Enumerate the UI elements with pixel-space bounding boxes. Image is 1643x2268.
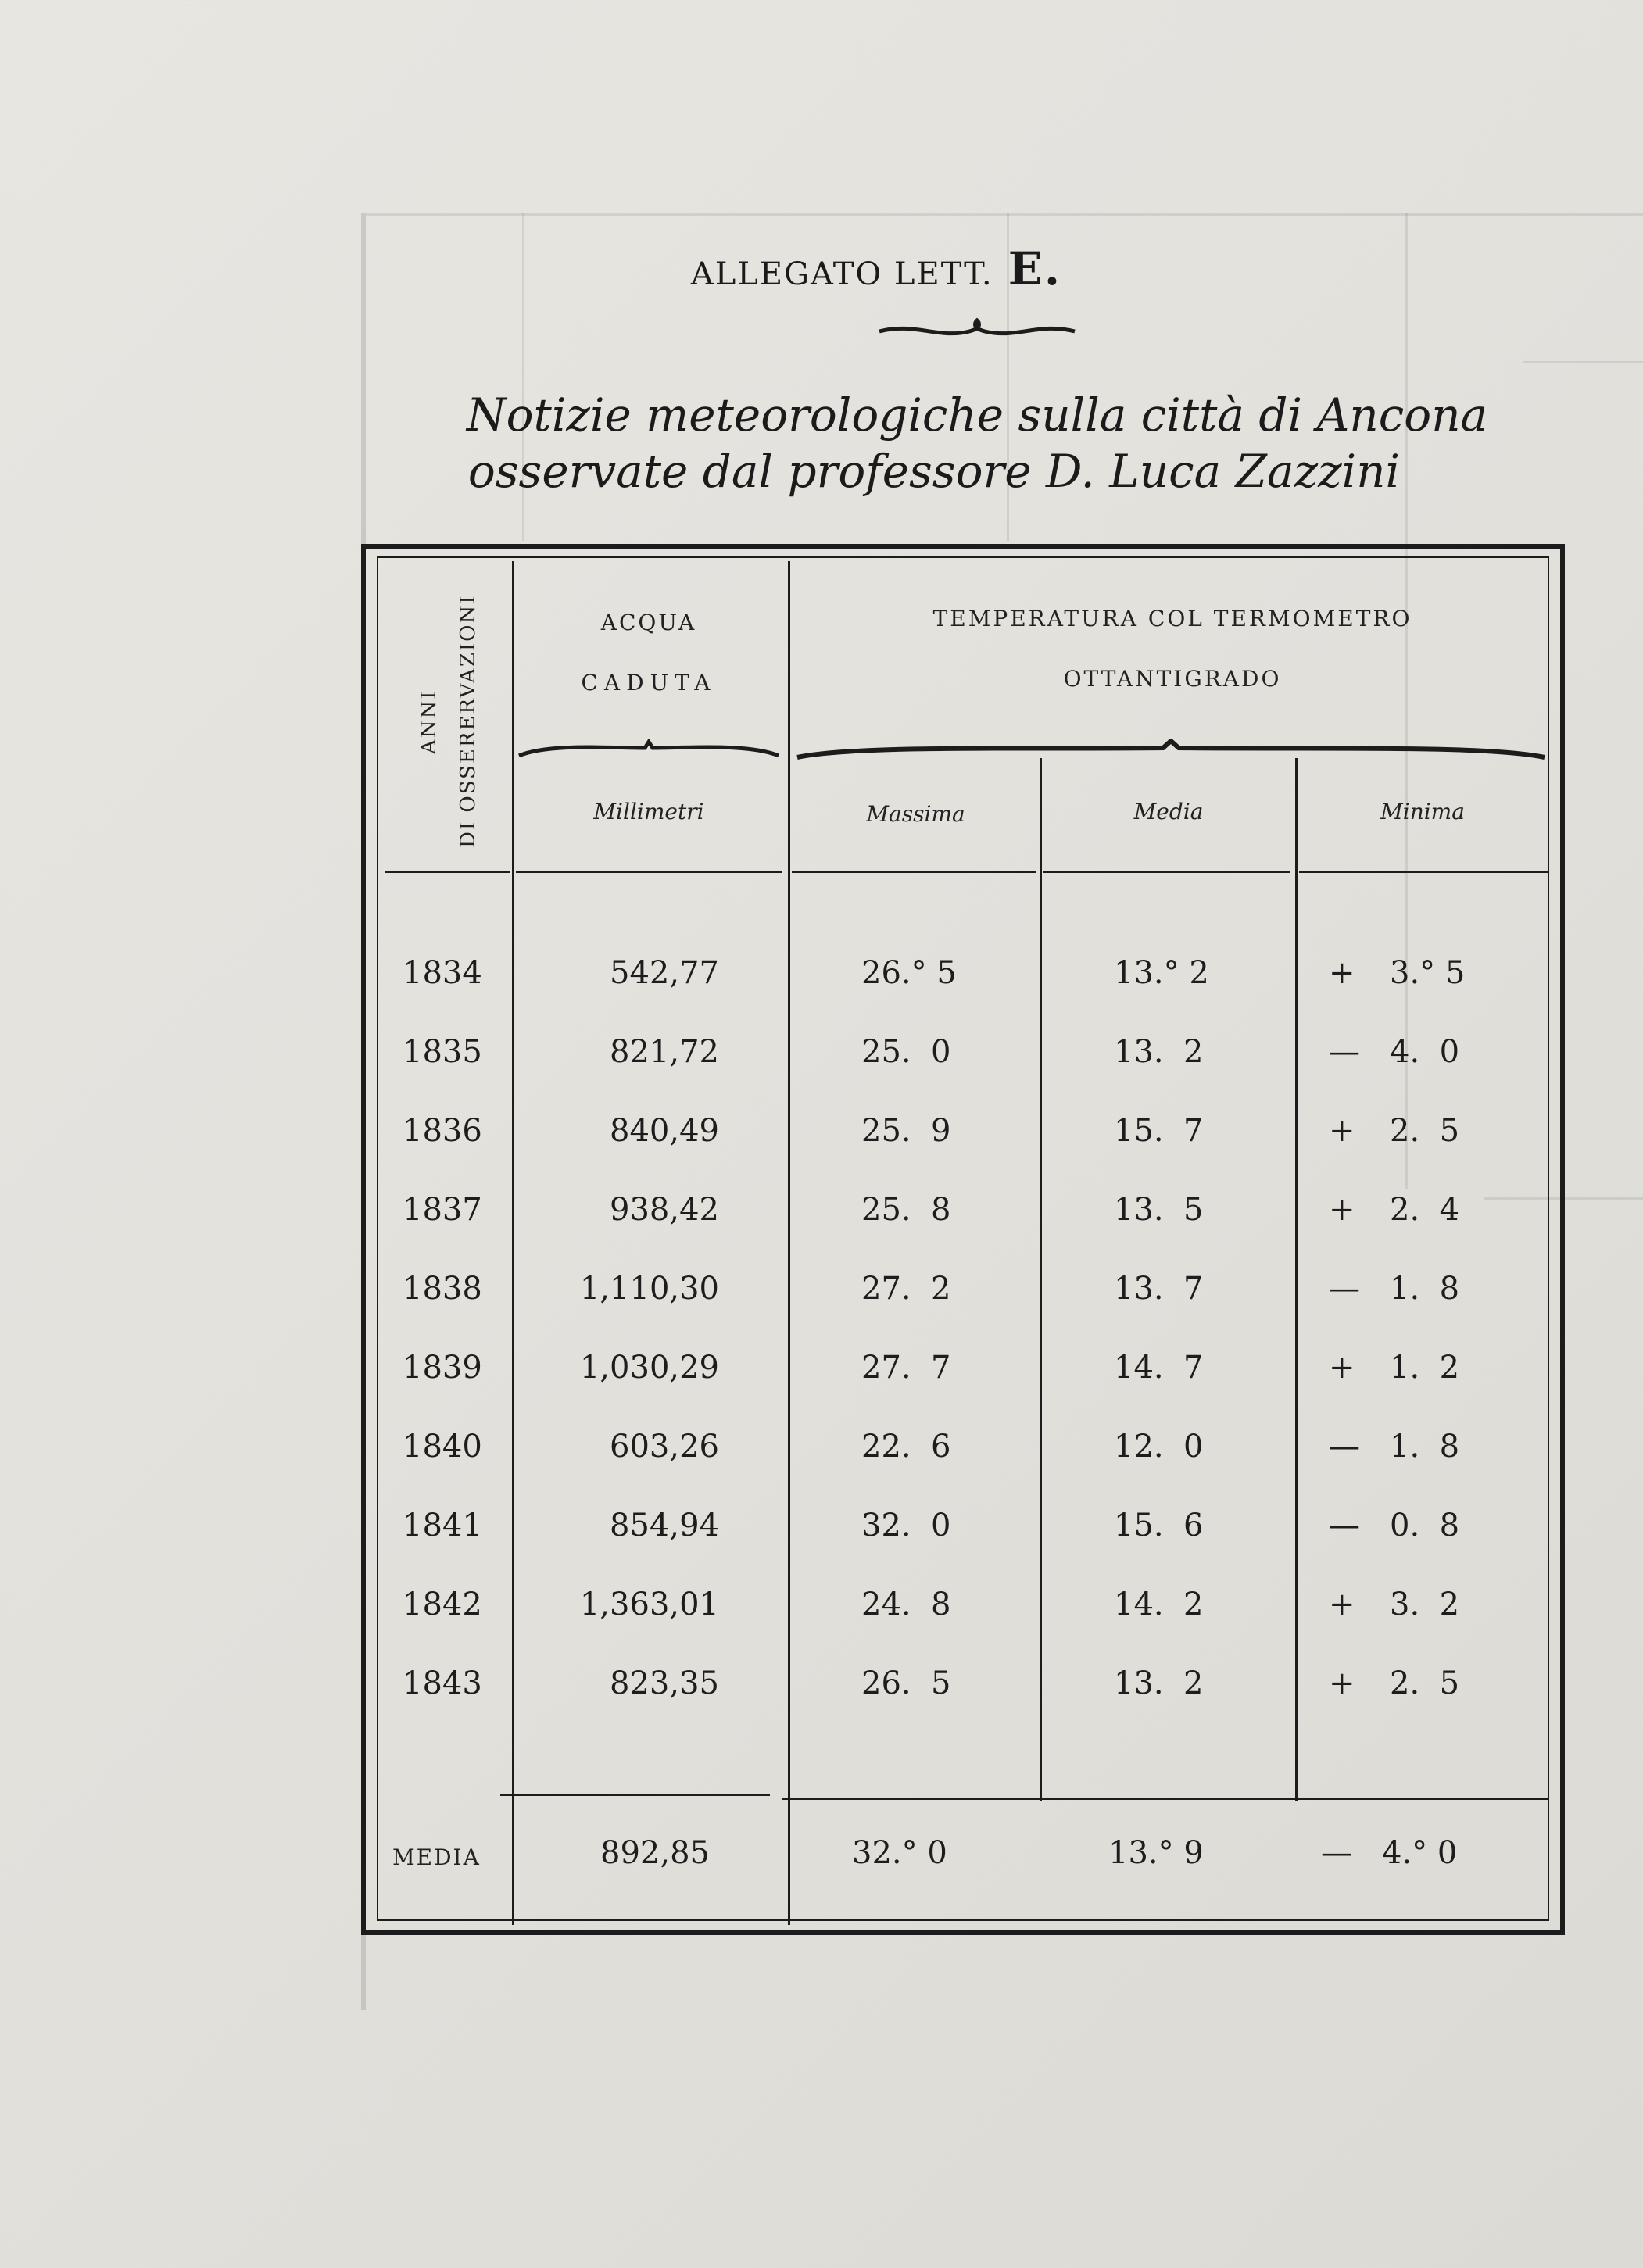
- acqua-cell: 1,363,01: [579, 1587, 719, 1622]
- minima-sign: +: [1329, 1665, 1355, 1701]
- massima-cell: 27. 2: [861, 1271, 951, 1307]
- massima-cell: 32. 0: [861, 1508, 951, 1544]
- media-cell: 12. 0: [1114, 1429, 1204, 1465]
- minima-cell: 2. 5: [1390, 1113, 1460, 1149]
- massima-cell: 26.° 5: [861, 955, 957, 991]
- acqua-brace: [517, 739, 780, 762]
- minima-sign: +: [1329, 1192, 1355, 1228]
- acqua-cell: 821,72: [610, 1034, 719, 1070]
- acqua-cell: 823,35: [610, 1665, 719, 1701]
- allegato-letter: E.: [1008, 242, 1062, 295]
- massima-cell: 27. 7: [861, 1350, 951, 1386]
- minima-cell: 2. 4: [1390, 1192, 1460, 1228]
- massima-cell: 25. 8: [861, 1192, 951, 1228]
- massima-cell: 24. 8: [861, 1587, 951, 1622]
- media-subheader: Media: [1133, 799, 1204, 825]
- header-bottom-rule-massima: [792, 871, 1036, 873]
- year-cell: 1843: [403, 1665, 482, 1701]
- media-cell: 13. 5: [1114, 1192, 1204, 1228]
- minima-sign: —: [1329, 1034, 1360, 1070]
- acqua-cell: 1,030,29: [579, 1350, 719, 1386]
- minima-subheader: Minima: [1380, 799, 1465, 825]
- acqua-header-line1: ACQUA: [600, 610, 697, 635]
- year-cell: 1839: [403, 1350, 482, 1386]
- document-title: [438, 387, 1516, 499]
- minima-sign: +: [1329, 1587, 1355, 1622]
- acqua-cell: 840,49: [610, 1113, 719, 1149]
- media-cell: 14. 2: [1114, 1587, 1204, 1622]
- minima-cell: 4. 0: [1390, 1034, 1460, 1070]
- title-line-1: Notizie meteorologiche sulla città di Ancona: [466, 388, 1488, 442]
- year-cell: 1836: [403, 1113, 482, 1149]
- media-row-minima: 4.° 0: [1382, 1835, 1458, 1871]
- minima-sign: +: [1329, 955, 1355, 991]
- anni-header-line1: ANNI: [417, 689, 441, 754]
- minima-sign: +: [1329, 1113, 1355, 1149]
- header-bottom-rule-media: [1043, 871, 1290, 873]
- year-cell: 1837: [403, 1192, 482, 1228]
- divider-anni-acqua: [512, 561, 514, 1925]
- year-cell: 1835: [403, 1034, 482, 1070]
- media-cell: 13. 2: [1114, 1034, 1204, 1070]
- massima-cell: 25. 9: [861, 1113, 951, 1149]
- minima-cell: 3.° 5: [1390, 955, 1466, 991]
- minima-sign: —: [1329, 1429, 1360, 1465]
- minima-cell: 3. 2: [1390, 1587, 1460, 1622]
- media-rule-temp: [782, 1798, 1548, 1800]
- divider-media-minima: [1295, 758, 1298, 1801]
- minima-sign: +: [1329, 1350, 1355, 1386]
- media-rule-acqua: [500, 1794, 770, 1796]
- massima-cell: 26. 5: [861, 1665, 951, 1701]
- massima-cell: 22. 6: [861, 1429, 951, 1465]
- minima-cell: 1. 8: [1390, 1271, 1460, 1307]
- acqua-cell: 542,77: [610, 955, 719, 991]
- acqua-cell: 1,110,30: [579, 1271, 719, 1307]
- media-cell: 15. 6: [1114, 1508, 1204, 1544]
- minima-cell: 2. 5: [1390, 1665, 1460, 1701]
- acqua-cell: 603,26: [610, 1429, 719, 1465]
- allegato-prefix: ALLEGATO LETT.: [690, 256, 993, 292]
- acqua-cell: 938,42: [610, 1192, 719, 1228]
- year-cell: 1838: [403, 1271, 482, 1307]
- year-cell: 1834: [403, 955, 482, 991]
- year-cell: 1841: [403, 1508, 482, 1544]
- media-row-sign: —: [1321, 1835, 1352, 1871]
- acqua-cell: 854,94: [610, 1508, 719, 1544]
- ornamental-swash: [875, 314, 1079, 345]
- media-cell: 15. 7: [1114, 1113, 1204, 1149]
- header-bottom-rule-acqua: [516, 871, 782, 873]
- media-cell: 13. 2: [1114, 1665, 1204, 1701]
- media-cell: 13.° 2: [1114, 955, 1209, 991]
- media-row-acqua: 892,85: [600, 1835, 710, 1871]
- massima-subheader: Massima: [866, 801, 965, 827]
- allegato-heading: [0, 242, 1643, 295]
- title-line-2: osservate dal professore D. Luca Zazzini: [467, 445, 1401, 498]
- media-cell: 13. 7: [1114, 1271, 1204, 1307]
- media-row-media: 13.° 9: [1108, 1835, 1204, 1871]
- divider-massima-media: [1040, 758, 1042, 1801]
- divider-acqua-temp: [788, 561, 790, 1925]
- minima-cell: 1. 8: [1390, 1429, 1460, 1465]
- minima-cell: 0. 8: [1390, 1508, 1460, 1544]
- header-bottom-rule-anni: [385, 871, 510, 873]
- minima-sign: —: [1329, 1271, 1360, 1307]
- anni-header-line2: DI OSSERERVAZIONI: [456, 594, 480, 848]
- media-cell: 14. 7: [1114, 1350, 1204, 1386]
- header-bottom-rule-minima: [1299, 871, 1548, 873]
- millimetri-subheader: Millimetri: [593, 799, 704, 825]
- acqua-header-line2: CADUTA: [581, 670, 717, 696]
- massima-cell: 25. 0: [861, 1034, 951, 1070]
- minima-sign: —: [1329, 1508, 1360, 1544]
- year-cell: 1840: [403, 1429, 482, 1465]
- year-cell: 1842: [403, 1587, 482, 1622]
- temperatura-header-line1: TEMPERATURA COL TERMOMETRO: [932, 606, 1412, 631]
- temperatura-brace: [796, 739, 1546, 762]
- temperatura-header-line2: OTTANTIGRADO: [1063, 666, 1282, 692]
- media-row-massima: 32.° 0: [852, 1835, 947, 1871]
- media-row-label: MEDIA: [392, 1844, 481, 1870]
- minima-cell: 1. 2: [1390, 1350, 1460, 1386]
